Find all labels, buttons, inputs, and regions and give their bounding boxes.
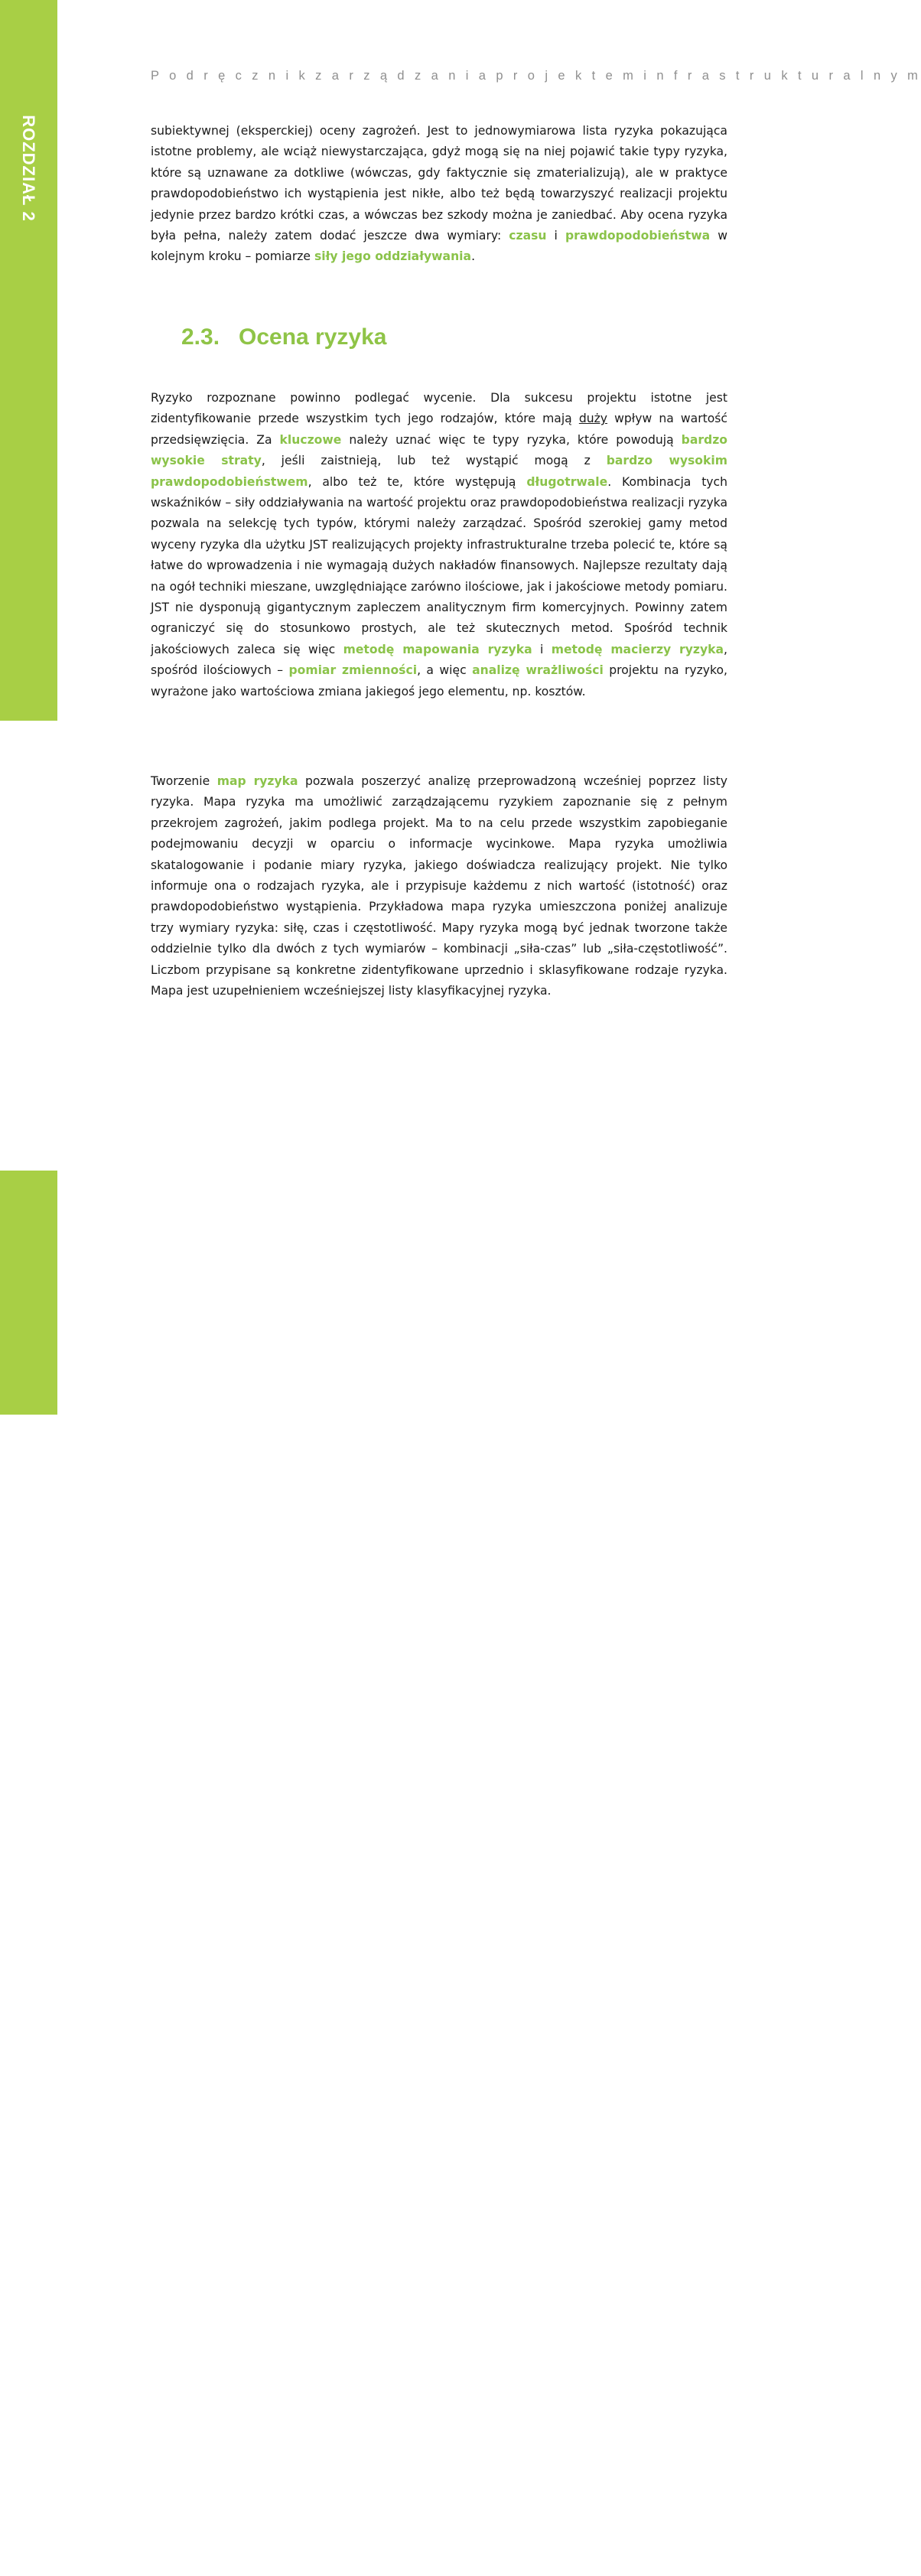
page-separator: | [19, 2523, 38, 2528]
highlight-term: długotrwale [526, 474, 608, 489]
paragraph-risk-maps [151, 771, 727, 1001]
section-heading [181, 324, 386, 350]
page-indicator [16, 2382, 41, 2576]
text-run: pozwala poszerzyć analizę przeprowadzoną wcześniej poprzez listy ryzyka. Mapa ryzyka ma umożliwić zarządzającemu ryzykiem zapoznanie się z pełnym przekrojem zagrożeń, jakim podlega projekt. Ma to na celu przede wszystkim zapobieganie podejmowaniu decyzji w oparciu o informacje wycinkowe. Mapa ryzyka umożliwia skatalogowanie i podanie miary ryzyka, jakiego doświadcza realizujący projekt. Nie tylko informuje ona o rodzajach ryzyka, ale i przypisuje każdemu z nich wartość (istotność) oraz prawdopodobieństwo wystąpienia. Przykładowa mapa ryzyka umieszczona poniżej analizuje trzy wymiary ryzyka: siłę, czas i częstotliwość. Mapy ryzyka mogą być jednak tworzone także oddzielnie tylko dla dwóch z tych wymiarów – kombinacji „siła-czas” lub „siła-częstotliwość”. Liczbom przypisane są konkretne zidentyfikowane uprzednio i sklasyfikowane rodzaje ryzyka. Mapa jest uzupełnieniem wcześniejszej listy klasyfikacyjnej ryzyka. [151, 774, 727, 998]
highlight-term: bardzo wysokim prawdopodobieństwem [151, 454, 727, 489]
section-title: Ocena ryzyka [239, 324, 387, 350]
text-run: należy uznać więc te typy ryzyka, które powodują [341, 432, 682, 447]
running-header: P o d r ę c z n i k z a r z ą d z a n i a p r o j e k t e m i n f r a s t r u k t u r a l n y m [151, 69, 921, 83]
paragraph-text [151, 771, 727, 1001]
highlight-term: map ryzyka [216, 774, 298, 788]
text-run: , spośród ilościowych – [151, 642, 728, 678]
highlight-term: siły jego oddziaływania [314, 249, 472, 264]
chapter-label: ROZDZIAŁ 2 [19, 115, 38, 222]
text-run: , jeśli zaistnieją, lub też wystąpić mogą z [261, 454, 607, 468]
highlight-term: analizę wrażliwości [472, 663, 604, 678]
paragraph-continuation [151, 121, 727, 268]
text-run: . [471, 249, 476, 264]
text-run: , albo też te, które występują [308, 474, 527, 489]
text-run: i [546, 229, 565, 243]
text-run: w kolejnym kroku – pomiarze [151, 229, 727, 264]
highlight-term: pomiar zmienności [288, 663, 418, 678]
text-run: . Kombinacja tych wskaźników – siły oddziaływania na wartość projektu oraz prawdopodobieństwa realizacji ryzyka pozwala na selekcję tych typów, którymi należy zarządzać. Spośród szerokiej gamy metod wyceny ryzyka dla użytku JST realizujących projekty infrastrukturalne trzeba polecić te, które są łatwe do wprowadzenia i nie wymagają dużych nakładów finansowych. Najlepsze rezultaty dają na ogół techniki mieszane, uwzględniające zarówno ilościowe, jak i jakościowe metody pomiaru. JST nie dysponują gigantycznym zapleczem analitycznym firm komercyjnych. Powinny zatem ograniczyć się do stosunkowo prostych, ale też skutecznych metod. Spośród technik jakościowych zaleca się więc [151, 474, 727, 656]
text-run: Tworzenie [151, 774, 217, 788]
section-number: 2.3. [181, 324, 220, 350]
text-run: i [532, 642, 552, 656]
text-run: wpływ na wartość przedsięwzięcia. Za [151, 412, 727, 447]
page-sidebar [0, 1171, 57, 2576]
highlight-term: czasu [509, 229, 547, 243]
page-number: 40 [17, 2536, 41, 2576]
paragraph-text [151, 388, 727, 702]
paragraph-text [151, 121, 727, 268]
paragraph-risk-valuation [151, 388, 727, 702]
text-run: projektu na ryzyko, wyrażone jako wartościowa zmiana jakiegoś jego elementu, np. kosztów. [151, 663, 728, 699]
text-run: , a więc [417, 663, 473, 678]
highlight-term: kluczowe [279, 432, 342, 447]
highlight-term: prawdopodobieństwa [565, 229, 711, 243]
text-run: subiektywnej (eksperckiej) oceny zagrożeń. Jest to jednowymiarowa lista ryzyka pokazująca istotne problemy, ale wciąż niewystarczająca, gdyż mogą się na niej pojawić takie typy ryzyka, które są uznawane za dotkliwe (wówczas, gdy faktycznie się zmaterializują), ale w praktyce prawdopodobieństwo ich wystąpienia jest nikłe, albo też będą towarzyszyć realizacji projektu jedynie przez bardzo krótki czas, a wówczas bez szkody można je zaniedbać. Aby ocena ryzyka była pełna, należy zatem dodać jeszcze dwa wymiary: [151, 124, 727, 243]
page-word: S t r o n a [21, 2381, 37, 2521]
highlight-term: bardzo wysokie straty [151, 432, 727, 468]
text-run: Ryzyko rozpoznane powinno podlegać wycenie. Dla sukcesu projektu istotne jest zidentyfikowanie przede wszystkim tych jego rodzajów, które mają [151, 391, 727, 426]
chapter-sidebar [0, 0, 57, 721]
highlight-term: metodę mapowania ryzyka [343, 642, 532, 656]
highlight-term: metodę macierzy ryzyka [551, 642, 724, 656]
underlined-term: duży [578, 412, 608, 426]
